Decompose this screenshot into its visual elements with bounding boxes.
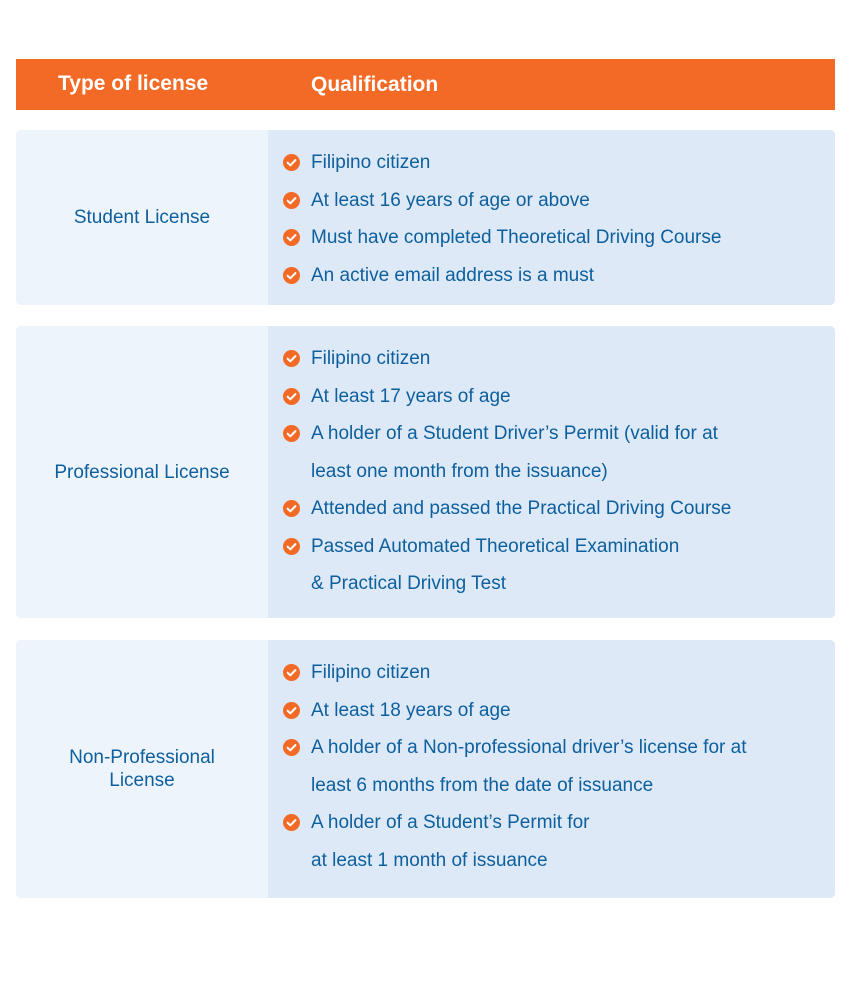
check-circle-icon	[283, 154, 300, 171]
qualification-text: An active email address is a must	[311, 264, 595, 286]
license-type-label: Student License	[73, 207, 211, 228]
license-type-label: Professional License	[54, 461, 230, 483]
qualification-text: At least 17 years of age	[311, 385, 511, 407]
qualification-text-continued: at least 1 month of issuance	[311, 849, 548, 871]
qualification-cell	[268, 130, 835, 305]
check-circle-icon	[283, 388, 300, 405]
check-circle-icon	[283, 664, 300, 681]
check-circle-icon	[283, 350, 300, 367]
qualification-text: A holder of a Student Driver’s Permit (valid for at	[311, 423, 718, 444]
qualification-item	[268, 340, 835, 378]
qualification-item	[268, 219, 835, 257]
license-type-label	[55, 746, 229, 792]
qualification-text: Filipino citizen	[311, 348, 431, 369]
license-type-label-line: License	[109, 770, 175, 791]
table-row-student-license	[16, 130, 835, 305]
check-circle-icon	[283, 425, 300, 442]
qualification-text-continued: & Practical Driving Test	[311, 573, 506, 594]
qualification-text-continued: least one month from the issuance)	[311, 460, 608, 482]
qualification-text: Filipino citizen	[311, 662, 431, 683]
qualification-cell	[268, 640, 835, 898]
qualification-item	[268, 378, 835, 416]
table-row-professional-license	[16, 326, 835, 618]
qualification-item	[268, 257, 835, 295]
qualification-item	[268, 182, 835, 220]
qualification-item	[268, 528, 835, 603]
check-circle-icon	[283, 538, 300, 555]
qualification-text: A holder of a Student’s Permit for	[311, 812, 590, 833]
qualification-item	[268, 692, 835, 730]
check-circle-icon	[283, 229, 300, 246]
check-circle-icon	[283, 500, 300, 517]
qualification-item	[268, 490, 835, 528]
qualification-text: Attended and passed the Practical Driving Course	[311, 498, 732, 519]
qualification-item	[268, 729, 835, 804]
check-circle-icon	[283, 192, 300, 209]
check-circle-icon	[283, 739, 300, 756]
qualification-text: At least 16 years of age or above	[311, 189, 590, 211]
check-circle-icon	[283, 267, 300, 284]
qualification-text: Passed Automated Theoretical Examination	[311, 535, 680, 557]
license-type-cell	[16, 326, 268, 618]
header-type-of-license: Type of license	[58, 72, 209, 95]
table-header	[16, 59, 835, 110]
qualification-item	[268, 144, 835, 182]
qualification-text: Filipino citizen	[311, 152, 431, 173]
qualification-item	[268, 804, 835, 879]
header-qualification: Qualification	[311, 73, 439, 96]
table-row-non-professional-license	[16, 640, 835, 898]
qualification-cell	[268, 326, 835, 618]
license-type-cell	[16, 130, 268, 305]
check-circle-icon	[283, 814, 300, 831]
qualification-item	[268, 415, 835, 490]
qualification-text-continued: least 6 months from the date of issuance	[311, 774, 654, 796]
check-circle-icon	[283, 702, 300, 719]
qualification-text: At least 18 years of age	[311, 699, 511, 721]
license-type-cell	[16, 640, 268, 898]
license-type-label-line: Non-Professional	[69, 747, 215, 768]
qualification-item	[268, 654, 835, 692]
qualification-text: Must have completed Theoretical Driving Course	[311, 227, 722, 248]
qualification-text: A holder of a Non-professional driver’s license for at	[311, 737, 747, 758]
